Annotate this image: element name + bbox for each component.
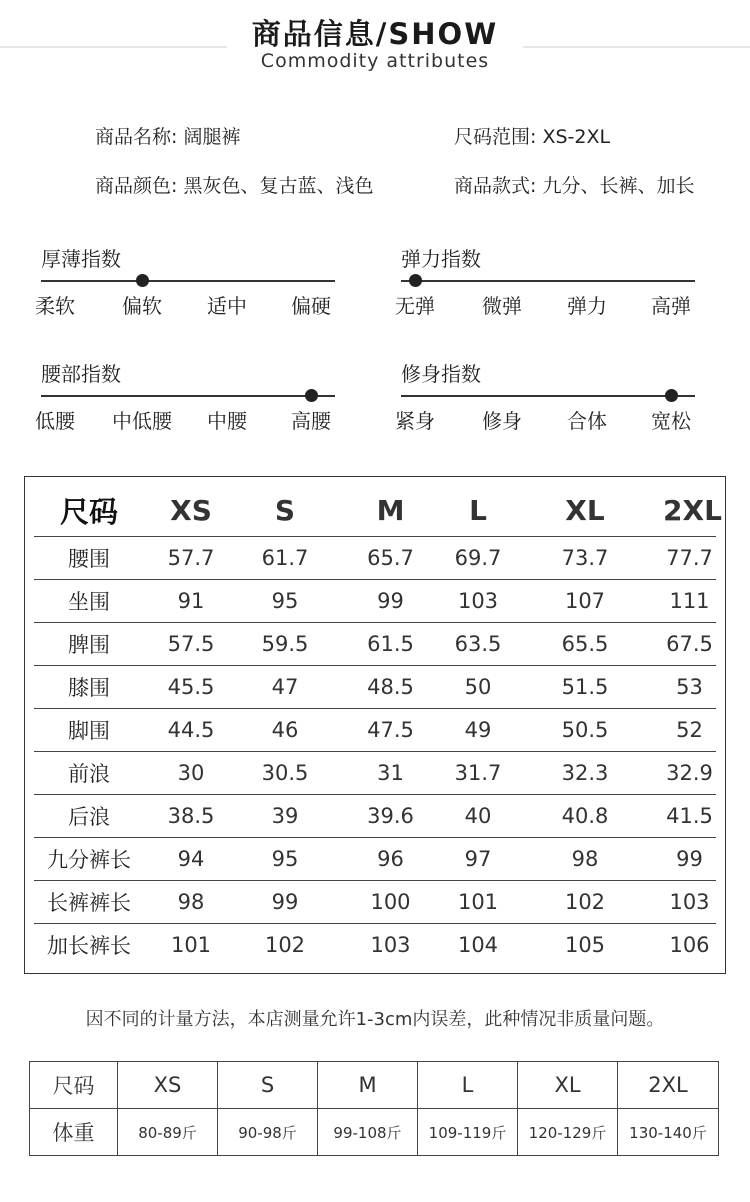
measure-value-cell: 47 (238, 666, 332, 709)
size-table-row (34, 537, 716, 580)
measure-value-cell: 57.5 (144, 623, 238, 666)
measure-value-cell: 98 (144, 881, 238, 924)
index-label: 柔软 (35, 294, 75, 318)
measure-value-cell: 32.9 (663, 752, 716, 795)
size-cell: 2XL (618, 1062, 719, 1109)
size-table (34, 484, 722, 966)
measure-value-cell: 111 (663, 580, 716, 623)
index-title: 修身指数 (401, 362, 481, 386)
size-cell: XS (118, 1062, 218, 1109)
measure-value-cell: 52 (663, 709, 716, 752)
index-elasticity (395, 243, 695, 318)
measure-value-cell: 49 (449, 709, 507, 752)
measure-value-cell: 98 (507, 838, 663, 881)
measure-value-cell: 40.8 (507, 795, 663, 838)
measure-value-cell: 51.5 (507, 666, 663, 709)
measure-value-cell: 39.6 (332, 795, 449, 838)
size-cell: XL (518, 1062, 618, 1109)
index-title: 腰部指数 (41, 362, 121, 386)
index-label: 宽松 (651, 409, 691, 433)
measure-value-cell: 107 (507, 580, 663, 623)
weight-label-cell: 体重 (30, 1109, 118, 1156)
page-title: 商品信息/SHOW (251, 17, 499, 51)
measure-label-cell: 脚围 (34, 709, 144, 752)
measurement-note: 因不同的计量方法，本店测量允许1-3cm内误差，此种情况非质量问题。 (85, 1009, 665, 1030)
header-cell: L (449, 484, 507, 537)
size-table-row (34, 752, 716, 795)
index-label: 适中 (207, 294, 247, 318)
header-cell: XL (507, 484, 663, 537)
size-table-row (34, 580, 716, 623)
index-label: 中低腰 (112, 409, 172, 433)
index-marker (136, 274, 149, 287)
size-table-row (34, 709, 716, 752)
index-thickness (35, 243, 335, 318)
measure-value-cell: 104 (457, 933, 499, 957)
index-marker (409, 274, 422, 287)
measure-value-cell: 63.5 (449, 623, 507, 666)
header-cell: 2XL (663, 484, 716, 537)
measure-value-cell: 99 (663, 838, 716, 881)
measure-value-cell: 102 (264, 933, 306, 957)
size-table-row (34, 666, 716, 709)
index-label: 中腰 (207, 409, 247, 433)
measure-value-cell: 40 (449, 795, 507, 838)
weight-cell: 90-98斤 (218, 1109, 318, 1156)
index-label: 无弹 (395, 294, 435, 318)
measure-value-cell: 69.7 (449, 537, 507, 580)
measure-label-cell: 前浪 (34, 752, 144, 795)
size-label-cell: 尺码 (30, 1062, 118, 1109)
index-scale-line (41, 395, 335, 397)
measure-value-cell: 57.7 (144, 537, 238, 580)
size-table-row (34, 795, 716, 838)
index-waist (35, 358, 335, 433)
measure-value-cell: 77.7 (663, 537, 716, 580)
measure-value-cell: 53 (663, 666, 716, 709)
weight-table (29, 1061, 719, 1156)
index-scale-line (401, 280, 695, 282)
measure-value-cell: 45.5 (144, 666, 238, 709)
measure-value-cell: 101 (170, 933, 212, 957)
weight-cell: 130-140斤 (618, 1109, 719, 1156)
attr-color: 商品颜色: 黑灰色、复古蓝、浅色 (95, 175, 374, 197)
size-table-row (34, 838, 716, 881)
header-cell: S (238, 484, 332, 537)
measure-value-cell: 61.7 (238, 537, 332, 580)
header-cell: XS (144, 484, 238, 537)
measure-value-cell: 106 (669, 933, 710, 957)
index-marker (305, 389, 318, 402)
index-label: 偏硬 (291, 294, 331, 318)
weight-cell: 80-89斤 (118, 1109, 218, 1156)
measure-value-cell: 100 (332, 881, 449, 924)
measure-value-cell: 47.5 (332, 709, 449, 752)
measure-value-cell: 31 (332, 752, 449, 795)
index-label: 偏软 (122, 294, 162, 318)
measure-label-cell: 脾围 (34, 623, 144, 666)
index-marker (665, 389, 678, 402)
index-label: 高腰 (291, 409, 331, 433)
measure-value-cell: 67.5 (663, 623, 716, 666)
measure-value-cell: 61.5 (332, 623, 449, 666)
measure-value-cell: 96 (332, 838, 449, 881)
measure-value-cell: 59.5 (238, 623, 332, 666)
index-title: 弹力指数 (401, 247, 481, 271)
measure-value-cell: 41.5 (663, 795, 716, 838)
measure-value-cell: 103 (370, 933, 411, 957)
measure-label-cell: 加长裤长 (47, 934, 131, 958)
attr-size-range: 尺码范围: XS-2XL (454, 126, 611, 148)
header-cell: M (332, 484, 449, 537)
measure-value-cell: 65.5 (507, 623, 663, 666)
index-label: 合体 (567, 409, 607, 433)
measure-label-cell: 后浪 (34, 795, 144, 838)
measure-value-cell: 65.7 (332, 537, 449, 580)
measure-value-cell: 105 (564, 933, 606, 957)
size-table-row (34, 881, 716, 924)
size-table-header (34, 484, 716, 537)
index-label: 高弹 (651, 294, 691, 318)
attr-style: 商品款式: 九分、长裤、加长 (454, 175, 695, 197)
weight-cell: 99-108斤 (318, 1109, 418, 1156)
index-fit (395, 358, 695, 433)
measure-value-cell: 97 (449, 838, 507, 881)
measure-value-cell: 94 (144, 838, 238, 881)
index-label: 弹力 (567, 294, 607, 318)
weight-table-weight-row (30, 1109, 719, 1156)
measure-value-cell: 95 (238, 838, 332, 881)
measure-value-cell: 46 (238, 709, 332, 752)
index-title: 厚薄指数 (41, 247, 121, 271)
measure-value-cell: 31.7 (449, 752, 507, 795)
index-label: 修身 (482, 409, 522, 433)
measure-value-cell: 101 (449, 881, 507, 924)
measure-label-cell: 坐围 (34, 580, 144, 623)
weight-cell: 109-119斤 (418, 1109, 518, 1156)
index-label: 低腰 (35, 409, 75, 433)
measure-value-cell: 99 (238, 881, 332, 924)
weight-table-size-row (30, 1062, 719, 1109)
measure-label-cell: 腰围 (34, 537, 144, 580)
measure-value-cell: 95 (238, 580, 332, 623)
measure-value-cell: 102 (507, 881, 663, 924)
attr-name: 商品名称: 阔腿裤 (95, 126, 241, 148)
index-label: 紧身 (395, 409, 435, 433)
measure-value-cell: 38.5 (144, 795, 238, 838)
size-cell: L (418, 1062, 518, 1109)
index-scale-line (41, 280, 335, 282)
measure-value-cell: 103 (663, 881, 716, 924)
index-label: 微弹 (482, 294, 522, 318)
index-scale-line (401, 395, 695, 397)
measure-value-cell: 32.3 (507, 752, 663, 795)
measure-value-cell: 50.5 (507, 709, 663, 752)
weight-cell: 120-129斤 (518, 1109, 618, 1156)
header-cell-size: 尺码 (34, 484, 144, 537)
measure-label-cell: 长裤裤长 (34, 881, 144, 924)
measure-label-cell: 九分裤长 (34, 838, 144, 881)
size-cell: S (218, 1062, 318, 1109)
size-table-row (34, 623, 716, 666)
measure-value-cell: 48.5 (332, 666, 449, 709)
measure-value-cell: 103 (449, 580, 507, 623)
measure-value-cell: 44.5 (144, 709, 238, 752)
measure-value-cell: 30.5 (238, 752, 332, 795)
page-subtitle: Commodity attributes (260, 50, 490, 72)
measure-value-cell: 73.7 (507, 537, 663, 580)
measure-value-cell: 99 (332, 580, 449, 623)
measure-value-cell: 91 (144, 580, 238, 623)
size-table-row (34, 924, 716, 967)
measure-value-cell: 50 (449, 666, 507, 709)
measure-value-cell: 39 (238, 795, 332, 838)
measure-value-cell: 30 (144, 752, 238, 795)
size-cell: M (318, 1062, 418, 1109)
measure-label-cell: 膝围 (34, 666, 144, 709)
